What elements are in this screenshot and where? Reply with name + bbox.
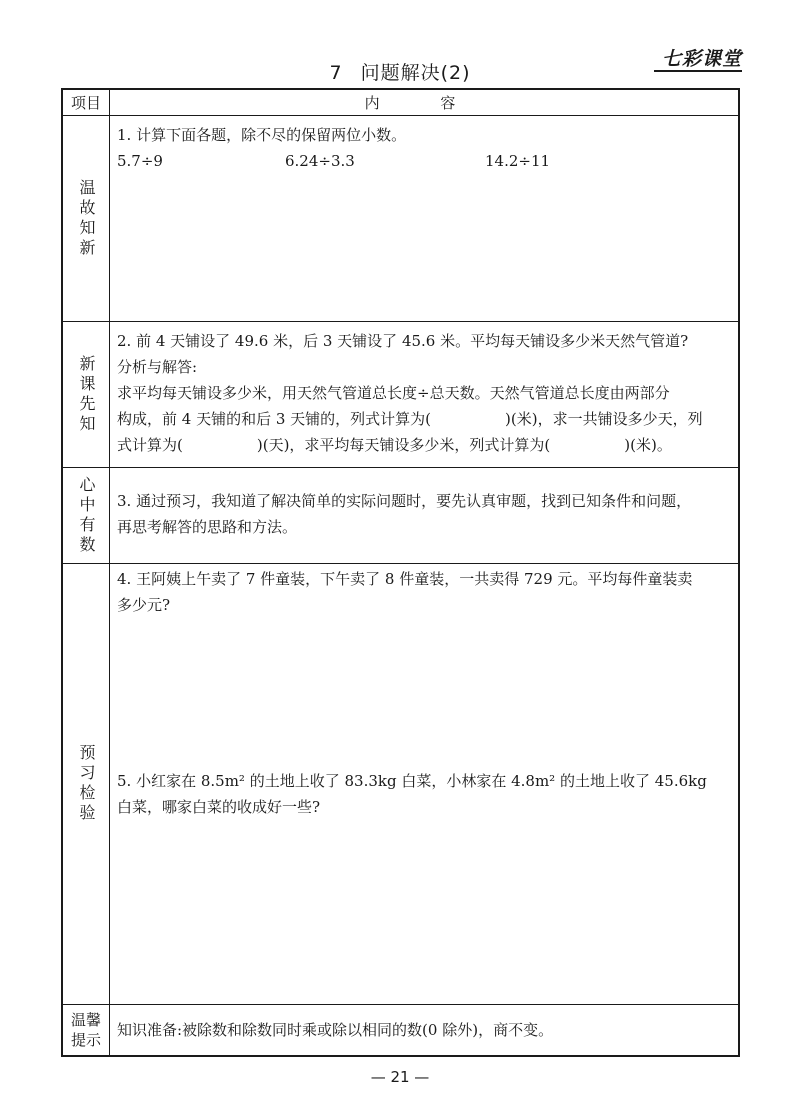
lesson-table	[61, 88, 740, 1057]
section-content-2	[117, 768, 730, 820]
section-label-cell	[63, 116, 110, 321]
item-header: 项目	[70, 94, 101, 112]
question-2: 2. 前 4 天铺设了 49.6 米，后 3 天铺设了 45.6 米。平均每天铺设多少米天然气管道?	[117, 332, 689, 350]
section-label-cell	[63, 1005, 110, 1055]
section-label-cell	[63, 322, 110, 467]
section-label-cell	[63, 468, 110, 563]
expression: 6.24÷3.3	[285, 152, 355, 170]
question-4-cont: 多少元?	[117, 596, 171, 614]
section-content	[117, 328, 730, 458]
question-1: 1. 计算下面各题，除不尽的保留两位小数。	[117, 126, 407, 144]
content-header: 内 容	[364, 94, 484, 112]
question-4: 4. 王阿姨上午卖了 7 件童装，下午卖了 8 件童装，一共卖得 729 元。平均每件童装卖	[117, 570, 693, 588]
question-5: 5. 小红家在 8.5m² 的土地上收了 83.3kg 白菜，小林家在 4.8m² 的土地上收了 45.6kg	[117, 772, 707, 790]
section-review	[63, 116, 738, 322]
tip-text: 知识准备:被除数和除数同时乘或除以相同的数(0 除外)，商不变。	[117, 1021, 554, 1039]
section-label: 预习检验	[77, 744, 96, 824]
question-3: 3. 通过预习，我知道了解决简单的实际问题时，要先认真审题，找到已知条件和问题，	[117, 492, 692, 510]
section-content	[117, 566, 730, 618]
question-3-cont: 再思考解答的思路和方法。	[117, 518, 298, 536]
analysis-line: 式计算为( )(天)，求平均每天铺设多少米，列式计算为( )(米)。	[117, 436, 672, 454]
question-5-cont: 白菜，哪家白菜的收成好一些?	[117, 798, 321, 816]
section-label: 新课先知	[77, 354, 96, 435]
section-label: 心中有数	[77, 475, 96, 556]
section-content	[117, 1017, 730, 1043]
analysis-title: 分析与解答:	[117, 358, 198, 376]
section-tips	[63, 1005, 738, 1055]
analysis-line: 构成，前 4 天铺的和后 3 天铺的，列式计算为( )(米)，求一共铺设多少天，列	[117, 410, 703, 428]
section-preview	[63, 322, 738, 468]
lesson-number: 7	[329, 62, 343, 84]
brand-logo: 七彩课堂	[661, 48, 742, 70]
table-header-row	[63, 90, 738, 116]
lesson-title: 问题解决(2)	[360, 62, 471, 84]
section-label: 温故知新	[77, 178, 96, 259]
brand-underline	[654, 70, 742, 72]
expression: 14.2÷11	[485, 152, 551, 170]
section-label: 温馨提示	[70, 1011, 101, 1049]
section-mindset	[63, 468, 738, 564]
section-check	[63, 564, 738, 1005]
analysis-line: 求平均每天铺设多少米，用天然气管道总长度÷总天数。天然气管道总长度由两部分	[117, 384, 670, 402]
expression: 5.7÷9	[117, 152, 163, 170]
page-number: — 21 —	[370, 1068, 430, 1086]
expression-list	[117, 148, 730, 174]
item-header-cell	[63, 90, 110, 115]
section-content	[117, 488, 730, 540]
section-label-cell	[63, 564, 110, 1004]
section-content	[117, 122, 730, 174]
